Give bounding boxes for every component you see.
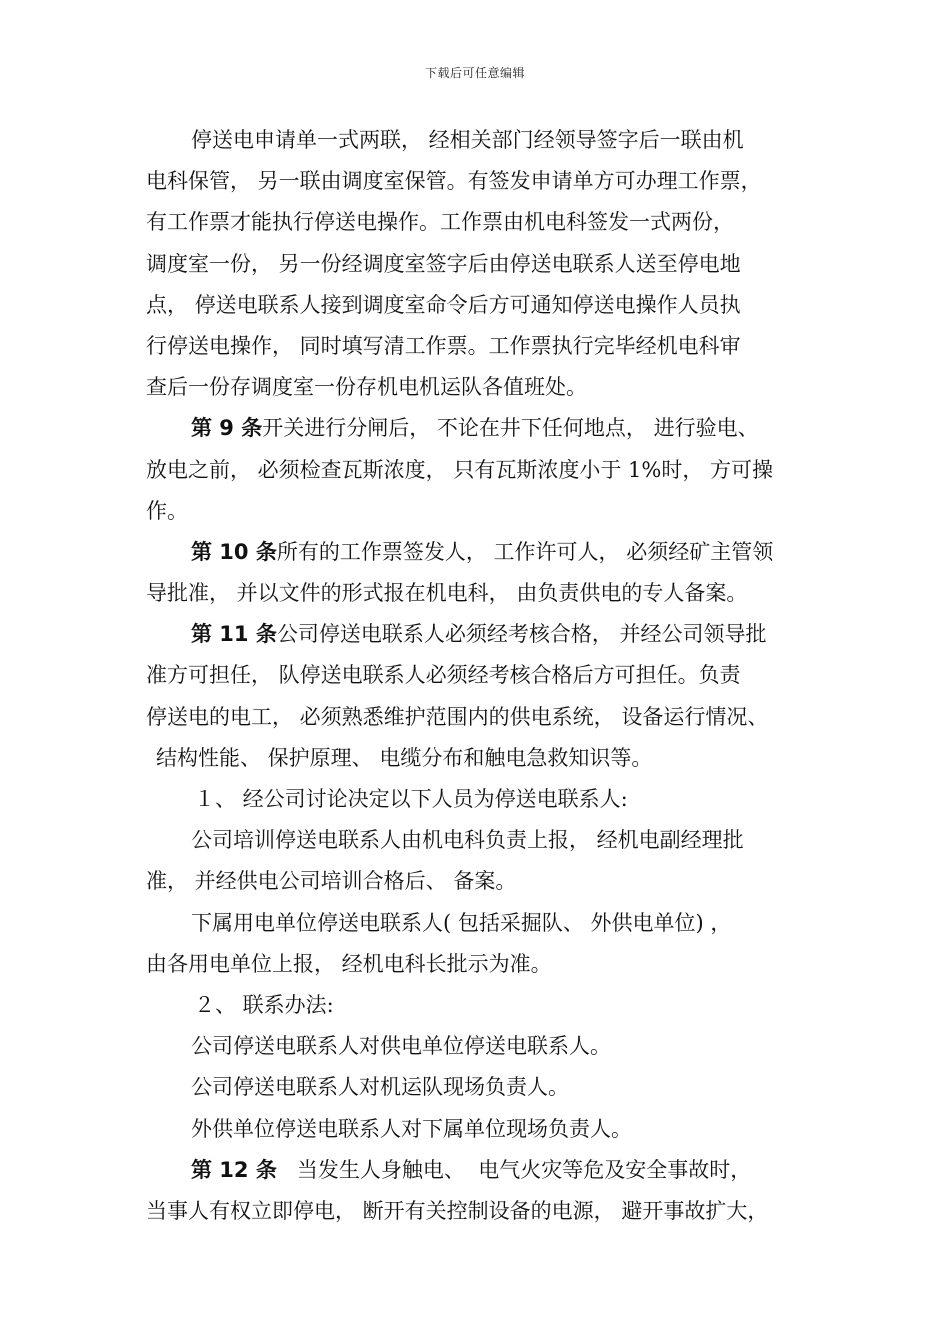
article-11 (146, 614, 816, 779)
article-text: 开关进行分闸后， 不论在井下任何地点， 进行验电、 (262, 416, 759, 441)
text-line: 行停送电操作， 同时填写清工作票。工作票执行完毕经机电科审 (146, 333, 741, 358)
text-line: 下属用电单位停送电联系人( 包括采掘队、 外供电单位) ， (191, 910, 732, 935)
article-text: 所有的工作票签发人， 工作许可人， 必须经矿主管领 (276, 539, 774, 564)
document-body (146, 120, 816, 1232)
paragraph-application-form (146, 120, 816, 408)
text-line: 公司停送电联系人对供电单位停送电联系人。 (191, 1034, 611, 1059)
text-line: 停送电的电工， 必须熟悉维护范围内的供电系统， 设备运行情况、 (146, 704, 769, 729)
text-line: 有工作票才能执行停送电操作。工作票由机电科签发一式两份， (146, 210, 734, 235)
text-line: 准方可担任， 队停送电联系人必须经考核合格后方可担任。负责 (146, 663, 741, 688)
article-label: 第 10 条 (191, 539, 277, 564)
article-label: 第 9 条 (191, 416, 263, 441)
text-line: 公司停送电联系人对机运队现场负责人。 (191, 1075, 569, 1100)
text-line: 导批准， 并以文件的形式报在机电科， 由负责供电的专人备案。 (146, 581, 748, 606)
article-label: 第 12 条 (191, 1157, 277, 1182)
article-text: 公司停送电联系人必须经考核合格， 并经公司领导批 (276, 622, 767, 647)
text-line: 结构性能、 保护原理、 电缆分布和触电急救知识等。 (156, 745, 653, 770)
section-2 (146, 985, 816, 1150)
text-line (146, 408, 816, 449)
text-line: 点， 停送电联系人接到调度室命令后方可通知停送电操作人员执 (146, 292, 741, 317)
article-9 (146, 408, 816, 532)
text-line: 当事人有权立即停电， 断开有关控制设备的电源， 避开事故扩大， (146, 1198, 769, 1223)
article-label: 第 11 条 (191, 622, 277, 647)
page-header: 下载后可任意编辑 (424, 66, 525, 80)
section-heading: ２、 联系办法: (194, 992, 334, 1017)
text-line (146, 1150, 816, 1191)
section-1 (146, 779, 816, 985)
text-line: 由各用电单位上报， 经机电科长批示为准。 (146, 951, 552, 976)
section-heading: １、 经公司讨论决定以下人员为停送电联系人: (194, 787, 628, 811)
text-line: 作。 (146, 498, 188, 523)
text-line: 准， 并经供电公司培训合格后、 备案。 (146, 869, 517, 894)
text-line (146, 532, 816, 573)
text-line: 查后一份存调度室一份存机电机运队各值班处。 (146, 375, 587, 400)
text-line (146, 614, 816, 655)
text-line: 停送电申请单一式两联， 经相关部门经领导签字后一联由机 (191, 128, 744, 152)
article-10 (146, 532, 816, 614)
text-line: 公司培训停送电联系人由机电科负责上报， 经机电副经理批 (191, 828, 744, 853)
text-line: 外供单位停送电联系人对下属单位现场负责人。 (191, 1116, 632, 1141)
article-text: 当发生人身触电、 电气火灾等危及安全事故时， (276, 1157, 752, 1182)
text-line: 电科保管， 另一联由调度室保管。有签发申请单方可办理工作票， (146, 169, 762, 194)
article-12 (146, 1150, 816, 1232)
text-line: 调度室一份， 另一份经调度室签字后由停送电联系人送至停电地 (146, 251, 741, 276)
text-line: 放电之前， 必须检查瓦斯浓度， 只有瓦斯浓度小于 1%时， 方可操 (146, 457, 774, 482)
